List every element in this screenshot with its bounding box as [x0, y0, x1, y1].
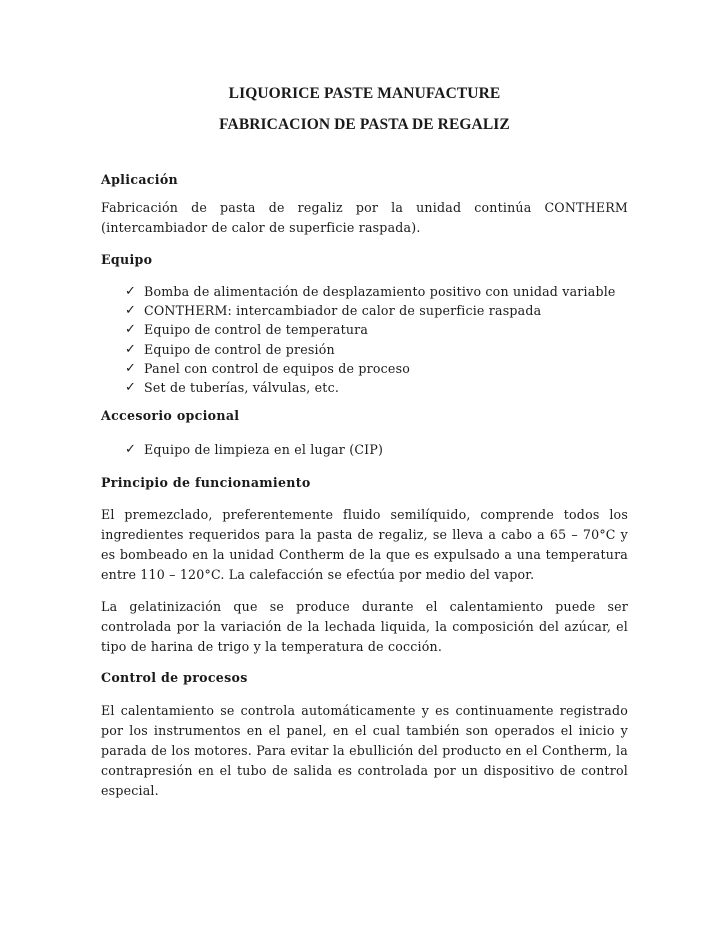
section-heading-accesorio: Accesorio opcional	[101, 408, 240, 424]
check-mark-icon: ✓	[125, 322, 137, 338]
check-mark-icon: ✓	[125, 442, 137, 458]
section-text-principio-1: El premezclado, preferentemente fluido semilíquido, comprende todos los ingredientes requeridos para la pasta de regaliz, se lleva a cabo a 65 – 70°C y es bombeado en la unidad Contherm de la que es expulsado a una temperatura entre 110 – 120°C. La calefacción se efectúa por medio del vapor.	[101, 507, 628, 583]
list-item	[125, 320, 628, 339]
check-mark-icon: ✓	[125, 360, 137, 376]
list-item	[125, 301, 628, 320]
equipo-list	[101, 282, 628, 397]
list-item-text: Equipo de control de temperatura	[144, 322, 369, 338]
section-text-aplicacion: Fabricación de pasta de regaliz por la unidad continúa CONTHERM (intercambiador de calor de superficie raspada).	[101, 200, 628, 235]
check-mark-icon: ✓	[125, 380, 137, 396]
section-text-control: El calentamiento se controla automáticamente y es continuamente registrado por los instrumentos en el panel, en el cual también son operados el inicio y parada de los motores. Para evitar la ebullición del producto en el Contherm, la contrapresión en el tubo de salida es controlada por un dispositivo de control especial.	[101, 703, 628, 799]
section-heading-control: Control de procesos	[101, 670, 248, 686]
document-title-spanish: FABRICACION DE PASTA DE REGALIZ	[219, 116, 510, 133]
list-item-text: Equipo de limpieza en el lugar (CIP)	[144, 442, 384, 458]
section-heading-aplicacion: Aplicación	[101, 172, 178, 187]
section-heading-principio: Principio de funcionamiento	[101, 475, 311, 491]
document-page	[101, 83, 628, 801]
list-item	[125, 440, 628, 459]
check-mark-icon: ✓	[125, 341, 137, 357]
list-item	[125, 378, 628, 397]
section-text-principio-2: La gelatinización que se produce durante el calentamiento puede ser controlada por la variación de la lechada liquida, la composición del azúcar, el tipo de harina de trigo y la temperatura de cocción.	[101, 599, 628, 655]
list-item	[125, 282, 628, 301]
list-item-text: Equipo de control de presión	[144, 341, 335, 357]
accesorio-list	[101, 440, 628, 459]
check-mark-icon: ✓	[125, 303, 137, 319]
list-item-text: Panel con control de equipos de proceso	[144, 360, 411, 376]
section-heading-equipo: Equipo	[101, 252, 153, 267]
list-item	[125, 340, 628, 359]
list-item-text: CONTHERM: intercambiador de calor de superficie raspada	[144, 303, 542, 319]
list-item-text: Set de tuberías, válvulas, etc.	[144, 380, 340, 396]
list-item-text: Bomba de alimentación de desplazamiento positivo con unidad variable	[144, 284, 616, 299]
check-mark-icon: ✓	[125, 284, 137, 299]
list-item	[125, 359, 628, 378]
document-title-english: LIQUORICE PASTE MANUFACTURE	[228, 85, 501, 102]
